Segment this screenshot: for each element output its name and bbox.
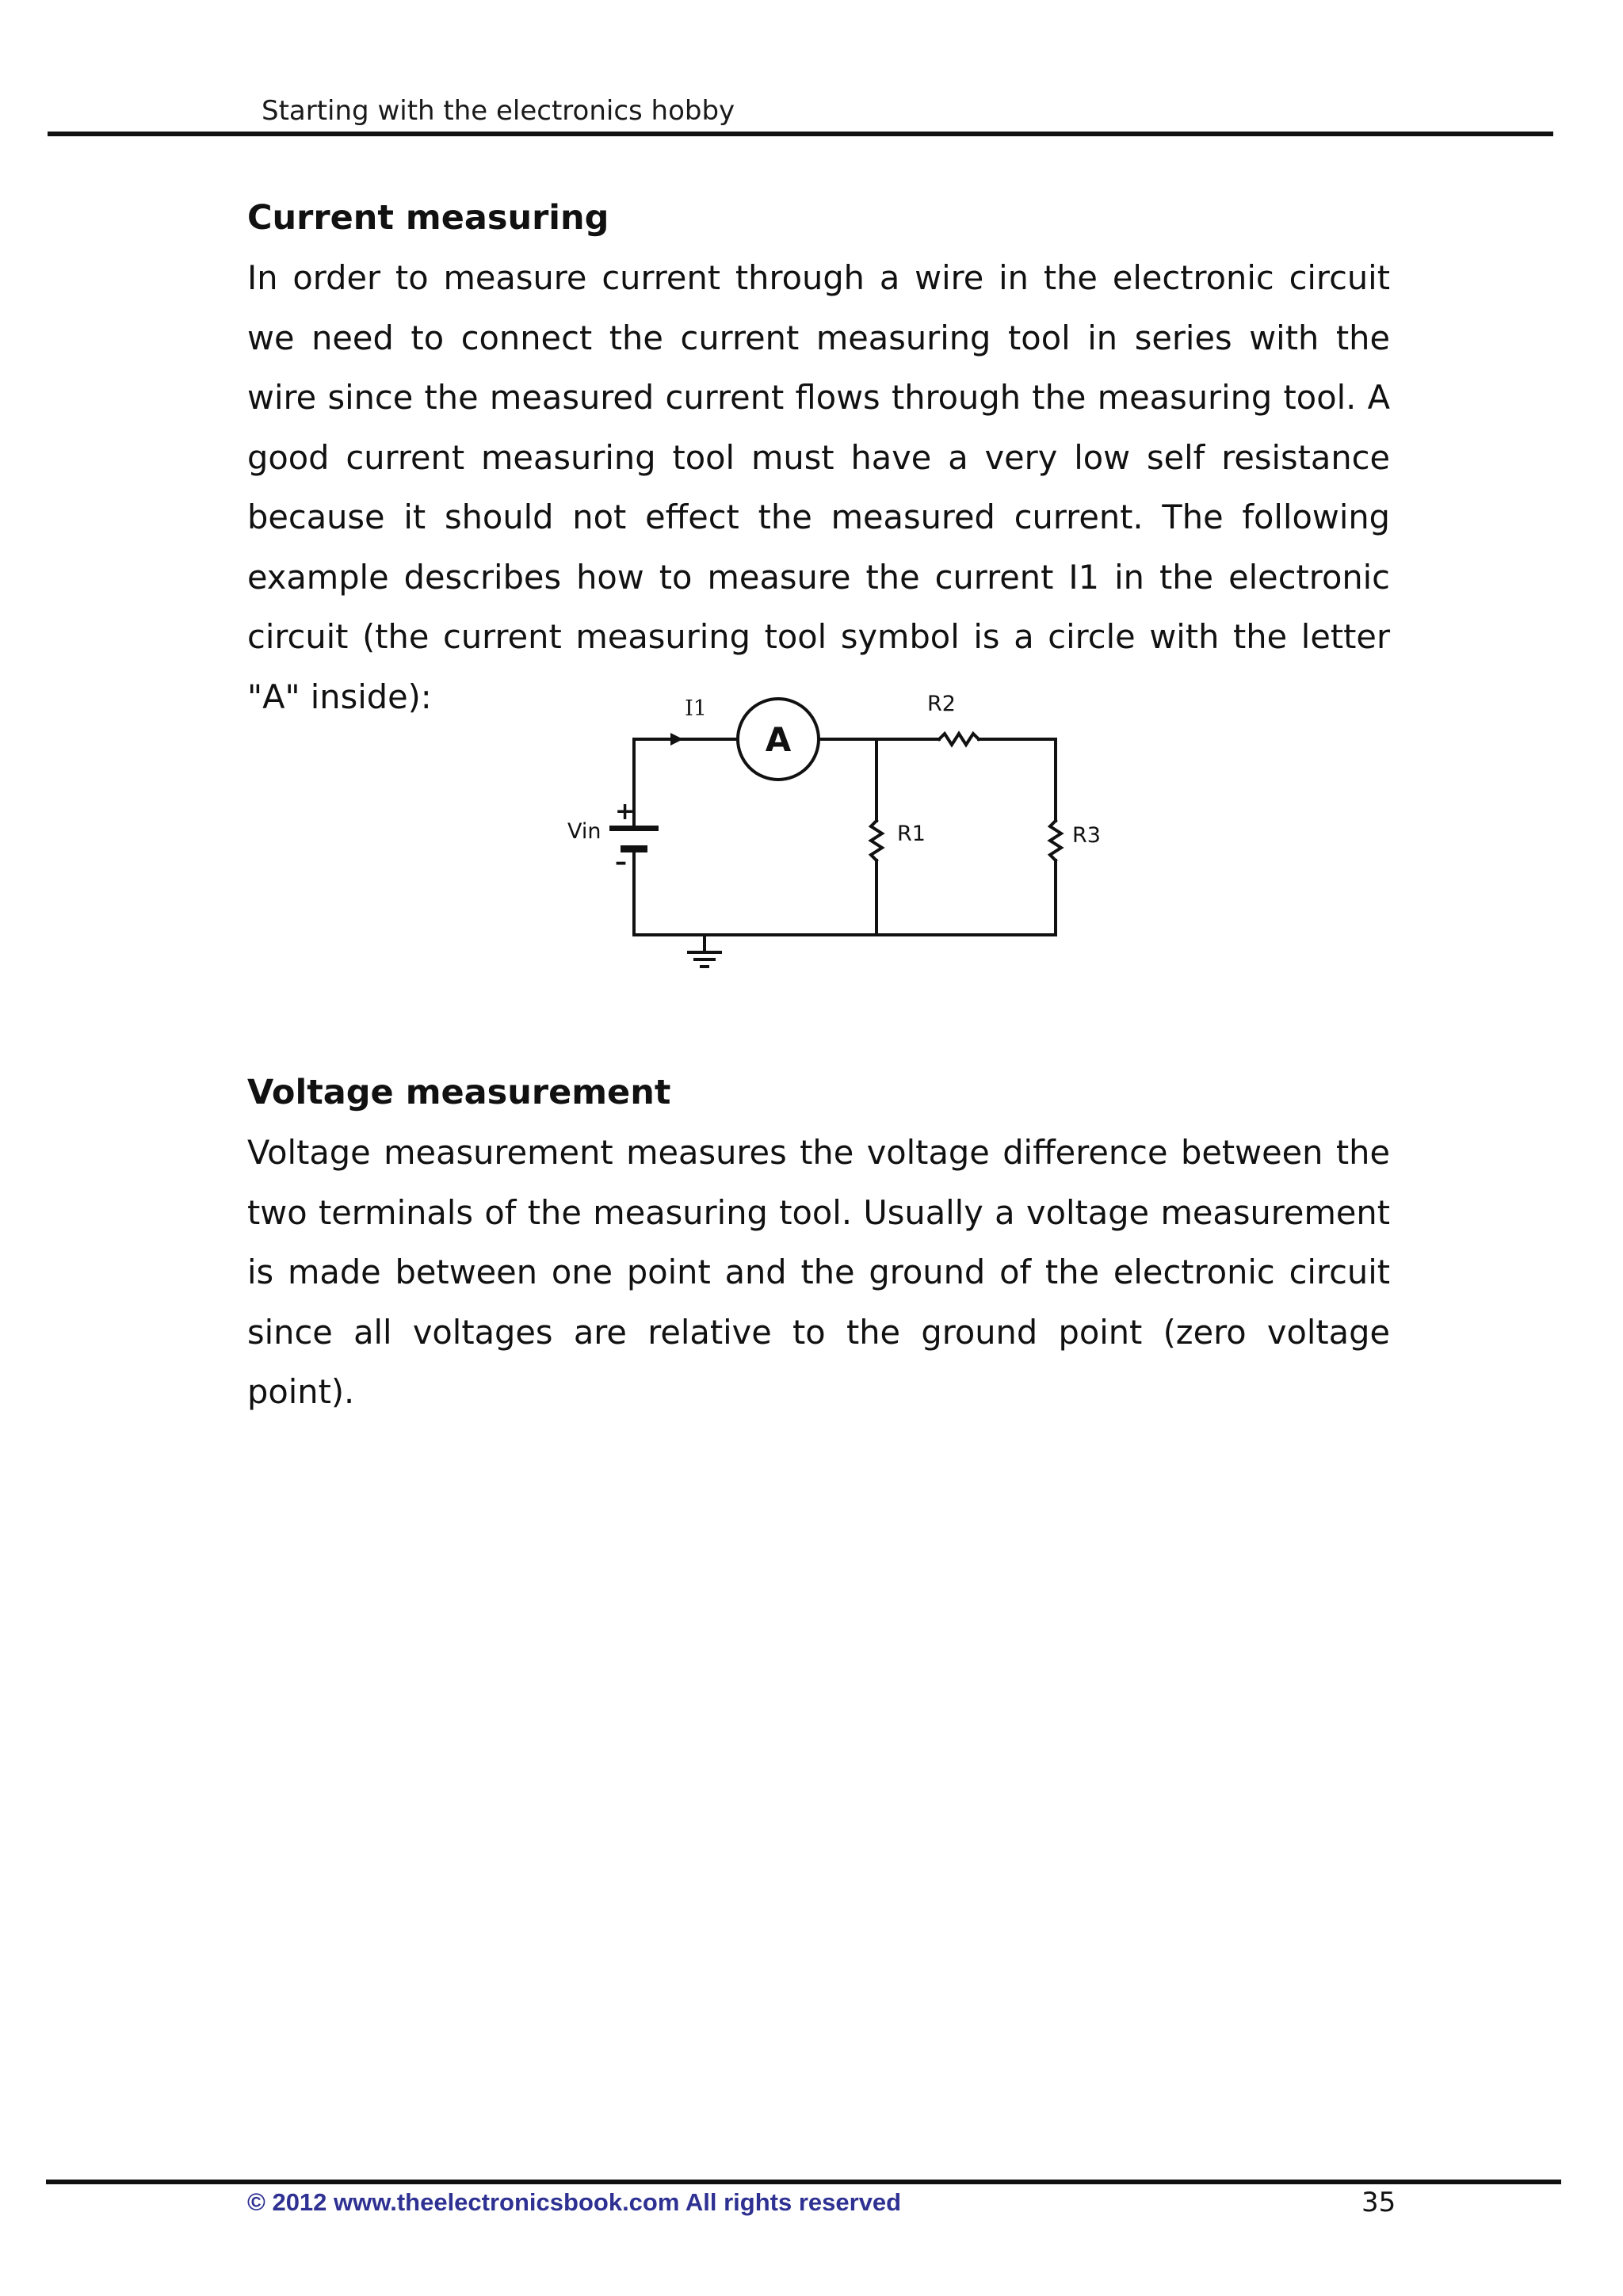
paragraph-voltage-measurement: Voltage measurement measures the voltage difference between the two terminals of the measuring tool. Usually a voltage measurement is made between one point and the ground of the electronic circuit since all voltages are relative to the ground point (zero voltage point). <box>247 1133 1390 1411</box>
resistor-label-r3: R3 <box>1072 823 1101 848</box>
resistor-r3 <box>1050 821 1061 860</box>
footer-rights-text: All rights reserved <box>685 2188 902 2216</box>
wire-r2-to-r3 <box>979 739 1056 821</box>
battery-minus-sign: – <box>615 849 627 876</box>
resistor-r2 <box>939 734 979 745</box>
source-label-vin: Vin <box>567 819 601 844</box>
footer-copyright-text: © 2012 www.theelectronicsbook.com <box>247 2188 680 2216</box>
resistor-r1 <box>871 821 882 860</box>
current-arrow-icon <box>670 733 683 746</box>
page-number: 35 <box>1361 2187 1396 2218</box>
paragraph-current-measuring: In order to measure current through a wire in the electronic circuit we need to connect the current measuring tool in series with the wire since the measured current flows through the measuring tool. A good current measuring tool must have a very low self resistance because it should not effect the measured current. The following example describes how to measure the current I1 in the electronic circuit (the current measuring tool symbol is a circle with the letter "A" inside): <box>247 258 1390 716</box>
current-label-i1: I1 <box>685 696 707 721</box>
ammeter-letter: A <box>765 720 792 759</box>
ground-symbol <box>687 952 722 967</box>
footer-copyright <box>247 2188 901 2217</box>
resistor-label-r2: R2 <box>927 692 956 716</box>
running-head-title: Starting with the electronics hobby <box>262 95 735 127</box>
battery-long-plate <box>609 826 659 831</box>
resistor-label-r1: R1 <box>897 822 926 846</box>
section-heading-current-measuring: Current measuring <box>247 198 609 238</box>
current-measuring-circuit-diagram <box>539 681 1109 998</box>
section-heading-voltage-measurement: Voltage measurement <box>247 1073 671 1112</box>
footer-rule <box>46 2180 1561 2184</box>
battery-plus-sign: + <box>615 798 636 826</box>
header-rule <box>48 132 1553 136</box>
